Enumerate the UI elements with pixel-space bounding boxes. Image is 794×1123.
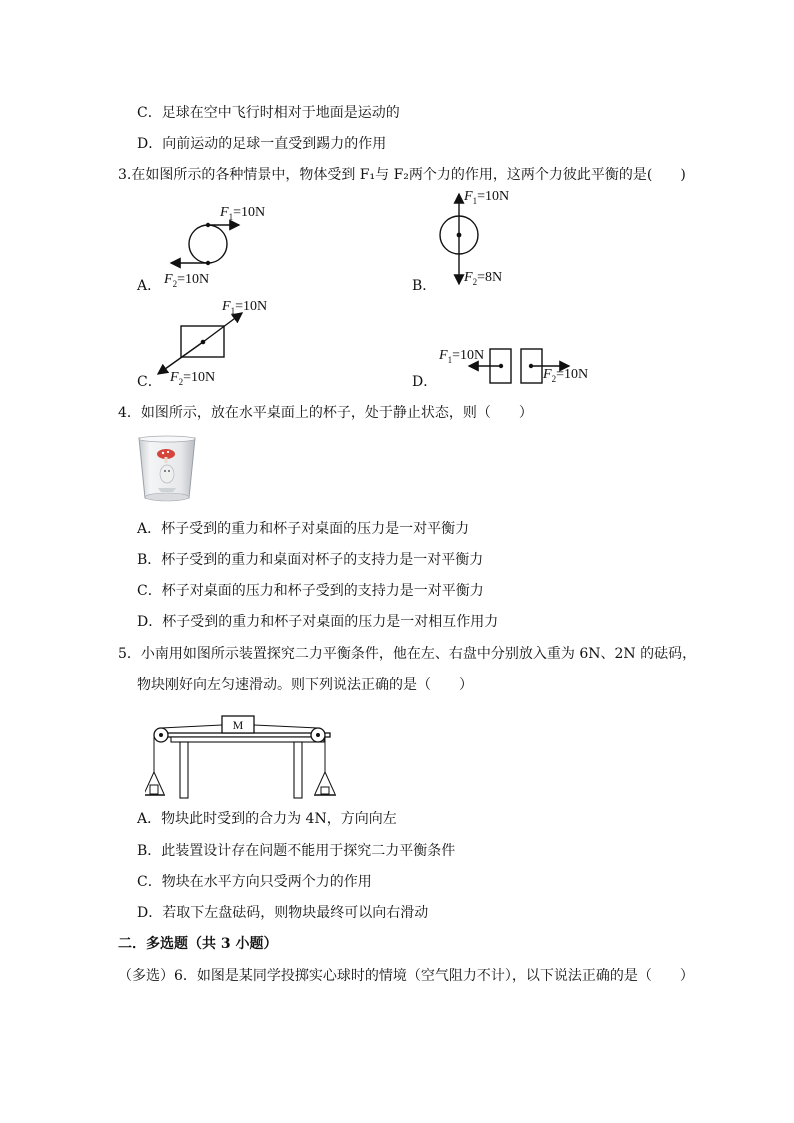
block-m-label: M [232,718,244,732]
q4-cup-image [136,434,198,504]
q3-option-c-letter: C． [137,374,162,390]
q6-stem: （多选）6．如图是某同学投掷实心球时的情境（空气阻力不计），以下说法正确的是（ ） [118,968,694,984]
q2-option-d: D．向前运动的足球一直受到踢力的作用 [137,136,387,152]
q4-option-d: D．杯子受到的重力和杯子对桌面的压力是一对相互作用力 [137,614,499,630]
q3-option-b-letter: B． [412,278,437,294]
q5-stem-line1: 5．小南用如图所示装置探究二力平衡条件，他在左、右盘中分别放入重为 6N、2N 的砝码， [118,646,697,662]
q3a-f2-label: $F_2=10N$ [164,272,210,289]
q3c-f1-label: $F_1=10N$ [222,299,268,316]
q5-option-a: A．物块此时受到的合力为 4N，方向向左 [137,811,397,827]
section-heading-multiple-choice: 二．多选题（共 3 小题） [118,936,278,952]
q3d-f1-label: $F_1=10N$ [439,348,485,365]
q3b-f2-label: $F_2=8N$ [464,270,503,287]
q5-option-c: C．物块在水平方向只受两个力的作用 [137,874,372,890]
q4-option-b: B．杯子受到的重力和桌面对杯子的支持力是一对平衡力 [137,552,484,568]
q3-option-d-letter: D． [412,374,438,390]
q3b-f1-label: $F_1=10N$ [464,189,510,206]
q4-option-c: C．杯子对桌面的压力和杯子受到的支持力是一对平衡力 [137,583,484,599]
q5-option-d: D．若取下左盘砝码，则物块最终可以向右滑动 [137,905,429,921]
q3c-f2-label: $F_2=10N$ [170,370,216,387]
q2-option-c: C．足球在空中飞行时相对于地面是运动的 [137,105,400,121]
q3a-f1-label: $F_1=10N$ [220,205,266,222]
q4-option-a: A．杯子受到的重力和杯子对桌面的压力是一对平衡力 [137,521,470,537]
q5-stem-line2: 物块刚好向左匀速滑动。则下列说法正确的是（ ） [137,677,473,693]
q3-stem: 3.在如图所示的各种情景中，物体受到 F₁与 F₂两个力的作用，这两个力彼此平衡的是( ) [118,167,686,183]
q5-apparatus-figure [145,710,355,802]
q3d-f2-label: $F_2=10N$ [543,367,589,384]
q5-option-b: B．此装置设计存在问题不能用于探究二力平衡条件 [137,843,456,859]
q3-option-a-letter: A． [137,278,162,294]
q4-stem: 4．如图所示，放在水平桌面上的杯子，处于静止状态，则（ ） [118,405,533,421]
